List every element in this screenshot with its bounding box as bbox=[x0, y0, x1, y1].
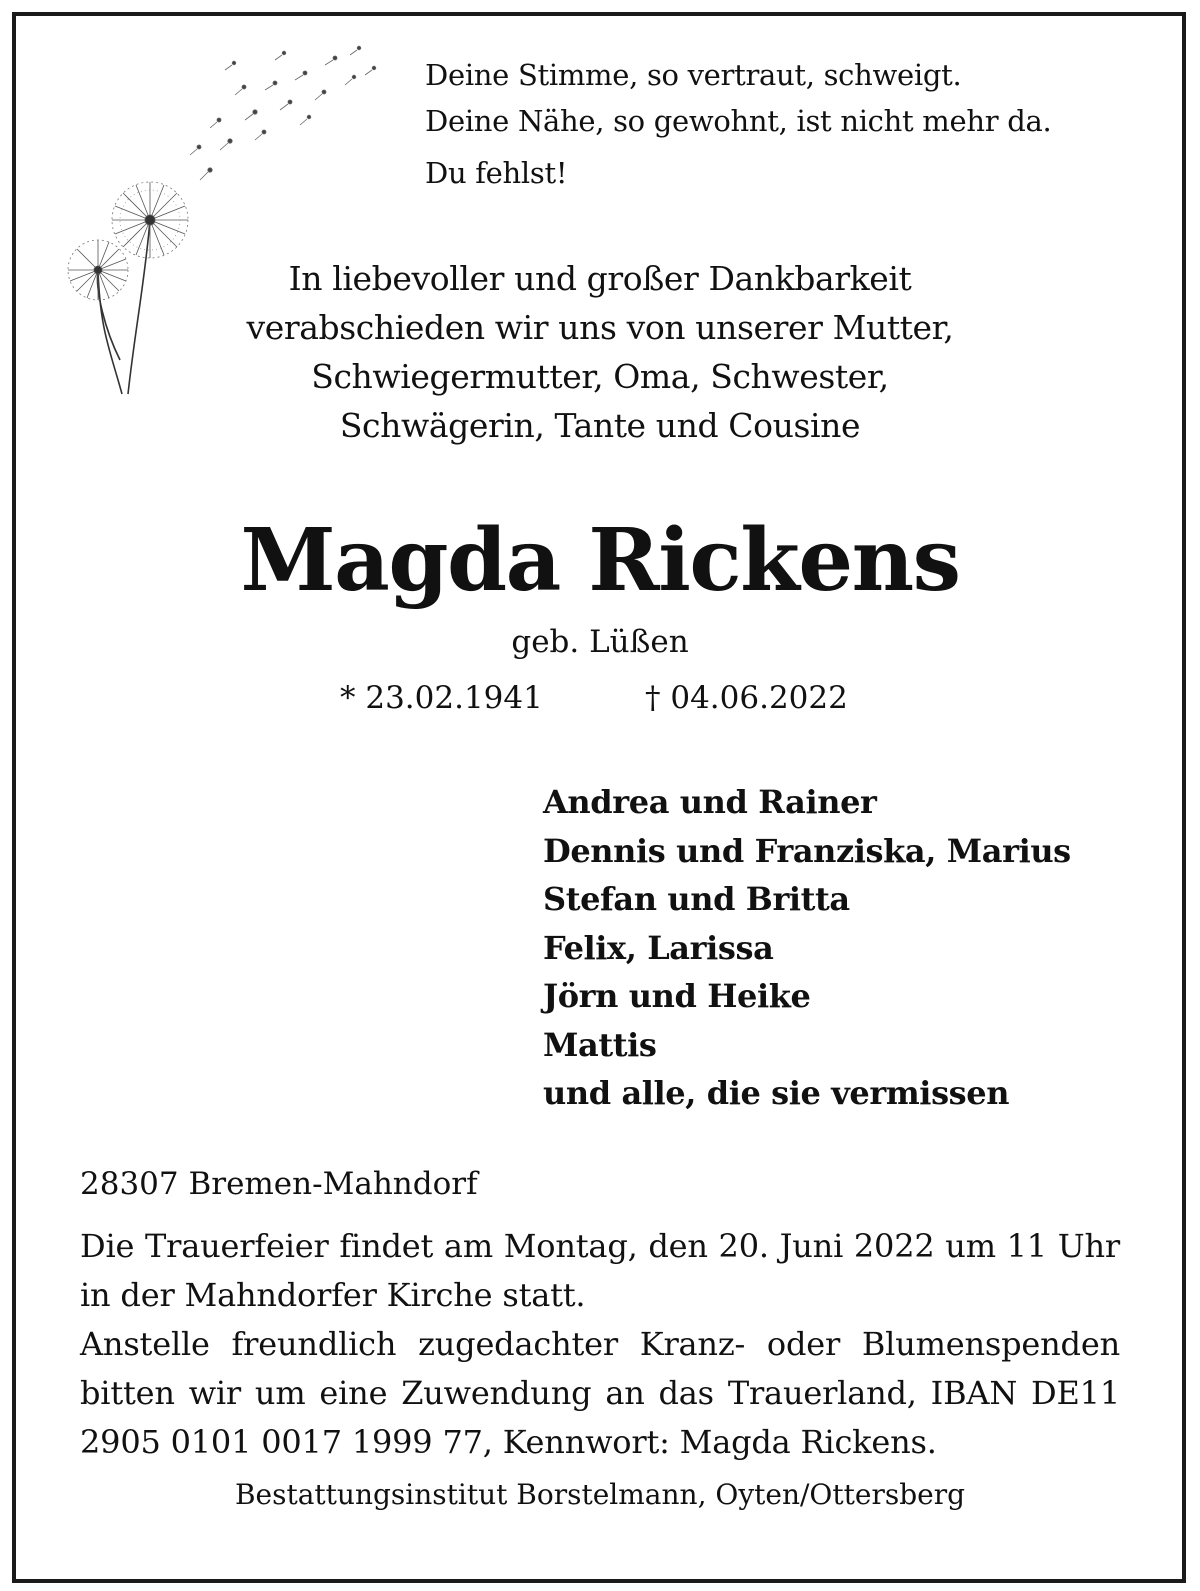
mourner-line: Stefan und Britta bbox=[543, 880, 850, 918]
mourner-line: Andrea und Rainer bbox=[543, 783, 877, 821]
deceased-name: Magda Rickens bbox=[240, 510, 960, 611]
place: 28307 Bremen-Mahndorf bbox=[80, 1166, 478, 1202]
poem-line: Deine Nähe, so gewohnt, ist nicht mehr da. bbox=[425, 104, 1052, 138]
mourner-line: und alle, die sie vermissen bbox=[543, 1074, 1010, 1112]
intro-line: Schwiegermutter, Oma, Schwester, bbox=[311, 357, 889, 396]
poem-line: Du fehlst! bbox=[425, 156, 568, 190]
donation-info: Anstelle freundlich zugedachter Kranz- oder Blumenspenden bitten wir um eine Zuwendung an das Trauerland, IBAN DE11 2905 0101 0017 1999 77, Kennwort: Magda Rickens. bbox=[80, 1325, 1120, 1461]
death-date: † 04.06.2022 bbox=[645, 680, 848, 716]
undertaker: Bestattungsinstitut Borstelmann, Oyten/Ottersberg bbox=[234, 1478, 966, 1511]
poem-line: Deine Stimme, so vertraut, schweigt. bbox=[425, 58, 962, 92]
intro-line: Schwägerin, Tante und Cousine bbox=[339, 406, 861, 445]
intro-text bbox=[140, 254, 1060, 450]
mourners-list bbox=[543, 778, 1071, 1118]
funeral-info: Die Trauerfeier findet am Montag, den 20. Juni 2022 um 11 Uhr in der Mahndorfer Kirche statt. bbox=[80, 1227, 1120, 1314]
poem bbox=[425, 52, 1051, 196]
mourner-line: Dennis und Franziska, Marius bbox=[543, 831, 1071, 870]
mourner-line: Jörn und Heike bbox=[543, 977, 811, 1015]
intro-line: In liebevoller und großer Dankbarkeit bbox=[288, 259, 912, 298]
birth-date: * 23.02.1941 bbox=[340, 680, 543, 716]
funeral-notice bbox=[80, 1222, 1120, 1467]
intro-line: verabschieden wir uns von unserer Mutter, bbox=[246, 308, 954, 347]
maiden-name: geb. Lüßen bbox=[511, 624, 689, 660]
mourner-line: Felix, Larissa bbox=[543, 928, 774, 967]
mourner-line: Mattis bbox=[543, 1025, 657, 1064]
